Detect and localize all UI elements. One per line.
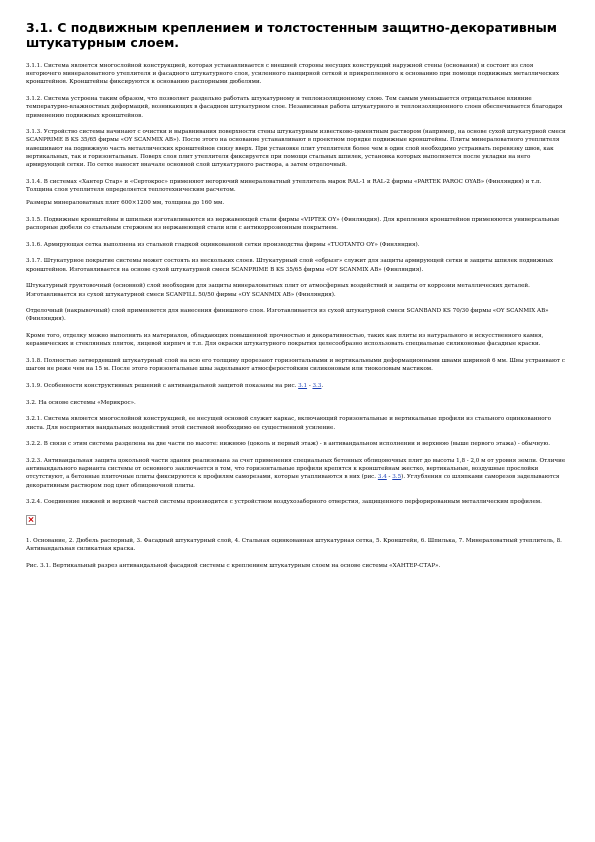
figure-link-3-1[interactable]: 3.1 xyxy=(298,382,308,389)
figure-link-3-5[interactable]: 3.5 xyxy=(392,474,402,481)
paragraph-3-1-1: 3.1.1. Система является многослойной конструкцией, которая устанавливается с внешней стороны несущих конструкций наружной стены (основания) и состоит из слоя негорючего минераловатного утеплителя и фасадного штукатурного слоя, усиленного панцирной сеткой и прикрепленного к основанию при помощи подвижных металлических кронштейнов. Кронштейны фиксируются к основанию распорными дюбелями. xyxy=(26,63,560,86)
figure-link-3-3[interactable]: 3.3 xyxy=(312,382,322,389)
paragraph-3-2-3 xyxy=(26,457,567,490)
paragraph-3-1-2: 3.1.2. Система устроена таким образом, что позволяет раздельно работать штукатурному и теплоизоляционному слою. Тем самым уменьшается отрицательное влияние температурно-влажностных деформаций, возникающих в фасадном штукатурном слое. Независимая работа штукатурного и теплоизоляционного слоев обеспечивается благодаря применению подвижных кронштейнов. xyxy=(26,96,563,119)
paragraph-primer-layer: Штукатурный грунтовочный (основной) слой необходим для защиты минераловатных плит от атмосферных воздействий и защиты от коррозии металлических деталей. Изготавливается из сухой штукатурной смеси SCANFILL 50/50 фирмы «OY SCANMIX AB» (Финляндия). xyxy=(26,283,530,298)
paragraph-3-1-9 xyxy=(26,382,567,390)
section-title: 3.1. С подвижным креплением и толстостенным защитно-декоративным штукатурным слоем. xyxy=(26,20,557,50)
paragraph-plate-sizes: Размеры минераловатных плит 600×1200 мм, толщина до 160 мм. xyxy=(26,200,225,207)
paragraph-3-2-3-end: ). Углубления со шляпками саморезов заделываются декоративным раствором под цвет облицовочной плиты. xyxy=(26,474,560,489)
sentence-end: . xyxy=(321,382,324,389)
figure-link-3-4[interactable]: 3.4 xyxy=(377,474,387,481)
paragraph-3-1-5: 3.1.5. Подвижные кронштейны и шпильки изготавливаются из нержавеющей стали фирмы «VIPTEK OY» (Финляндия). Для крепления кронштейнов применяются универсальные распорные дюбели со стальным стержнем из нержавеющей стали или с антикоррозионным покрытием. xyxy=(26,216,560,232)
paragraph-3-2: 3.2. На основе системы «Мерикрос». xyxy=(26,399,136,406)
link-separator: - xyxy=(386,474,393,481)
figure-legend: 1. Основание, 2. Дюбель распорный, 3. Фасадный штукатурный слой, 4. Стальная оцинкованная штукатурная сетка, 5. Кронштейн, 6. Шпилька, 7. Минераловатный утеплитель, 8. Антивандальная силикатная краска. xyxy=(26,538,562,553)
broken-image-icon xyxy=(26,515,36,525)
paragraph-finish-layer: Отделочный (накрывочный) слой применяется для нанесения финишного слоя. Изготавливается из сухой штукатурной смеси SCANBAND KS 70/30 фирмы «OY SCANMIX AB» (Финляндия). xyxy=(26,308,549,323)
paragraph-3-1-3: 3.1.3. Устройство системы начинают с очистки и выравнивания поверхности стены штукатурным известково-цементным раствором (например, на основе сухой штукатурной смеси SCANPRIME B KS 35/65 фирмы «OY SCANMIX AB»). После этого на основание устанавливают в проектном порядке подвижные кронштейны. Плиты минераловатного утеплителя навешивают на подвижную часть металлических кронштейнов снизу вверх. При установке плит утеплителя более чем в один слой необходимо устраивать перевязку швов, как вертикальных, так и горизонтальных. Поверх слоя плит утеплителя фиксируется при помощи стальных шпилек, установка которых выполняется после укладки на него армирующей сетки. По сетке наносят вначале основной слой штукатурного раствора, а затем отделочный. xyxy=(26,129,566,169)
link-separator: - xyxy=(307,382,313,389)
paragraph-3-1-4: 3.1.4. В системах «Хантер Стар» и «Сертокрос» применяют негорючий минераловатный утеплитель марок RAL-1 и RAL-2 фирмы «PARTEK PAROC OYAB» (Финляндия) и т.п. Толщина слоя утеплителя определяется теплотехническим расчетом. xyxy=(26,178,542,193)
paragraph-3-2-4: 3.2.4. Соединение нижней и верхней частей системы производится с устройством воздухозаборного отверстия, защищенного перфорированным металлическим профилем. xyxy=(26,499,542,506)
paragraph-3-2-3-text: 3.2.3. Антивандальная защита цокольной части здания реализована за счет применения специальных бетонных облицовочных плит до высоты 1,8 - 2,0 м от уровня земли. Отличие антивандального варианта системы от основного заключается в том, что горизонтальные профили крепятся к кронштейнам жестко, вертикальные, воздушные прослойки отсутствуют, а бетонные плиточные плиты фиксируются к профилям саморезами, которые утапливаются в них (рис. xyxy=(26,458,566,481)
paragraph-alternative-finish: Кроме того, отделку можно выполнить из материалов, обладающих повышенной прочностью и декоративностью, таких как плиты из натурального и искусственного камня, керамических и стеклянных плиток, лицевой кирпич и т.п. Для окраски штукатурного покрытия целесообразно использовать специальные силиконовые фасадные краски. xyxy=(26,333,544,348)
paragraph-3-1-9-text: 3.1.9. Особенности конструктивных решений с антивандальной защитой показаны на рис. xyxy=(26,382,299,389)
paragraph-3-2-2: 3.2.2. В связи с этим система разделена на две части по высоте: нижнюю (цоколь и первый этаж) - в антивандальном исполнении и верхнюю (выше первого этажа) - обычную. xyxy=(26,441,551,448)
paragraph-3-1-7: 3.1.7. Штукатурное покрытие системы может состоять из нескольких слоев. Штукатурный слой «обрызг» служит для защиты армирующей сетки и защиты шпилек подвижных кронштейнов. Изготавливается на основе сухой штукатурной смеси SCANPRIME B KS 35/65 фирмы «OY SCANMIX AB» (Финляндия). xyxy=(26,258,554,273)
paragraph-3-2-1: 3.2.1. Система является многослойной конструкцией, ее несущей основой служит каркас, включающий горизонтальные и вертикальные профили из стального оцинкованного листа. Для восприятия вандальных воздействий этой системой необходимо ее существенной усиление. xyxy=(26,416,551,431)
figure-caption: Рис. 3.1. Вертикальный разрез антивандальной фасадной системы с креплением штукатурным слоем на основе системы «ХАНТЕР-СТАР». xyxy=(26,562,441,569)
paragraph-3-1-8: 3.1.8. Полностью затвердевший штукатурный слой на всю его толщину прорезают горизонтальными и вертикальными деформационными швами шириной 6 мм. Швы устраивают с шагом не реже чем на 15 м. После этого горизонтальные швы заделывают атмосферостойким силиконовым или тиоколовым мастиком. xyxy=(26,358,565,373)
paragraph-3-1-6: 3.1.6. Армирующая сетка выполнена из стальной гладкой оцинкованной сетки производства фирмы «TUOTANTO OY» (Финляндия). xyxy=(26,241,420,248)
